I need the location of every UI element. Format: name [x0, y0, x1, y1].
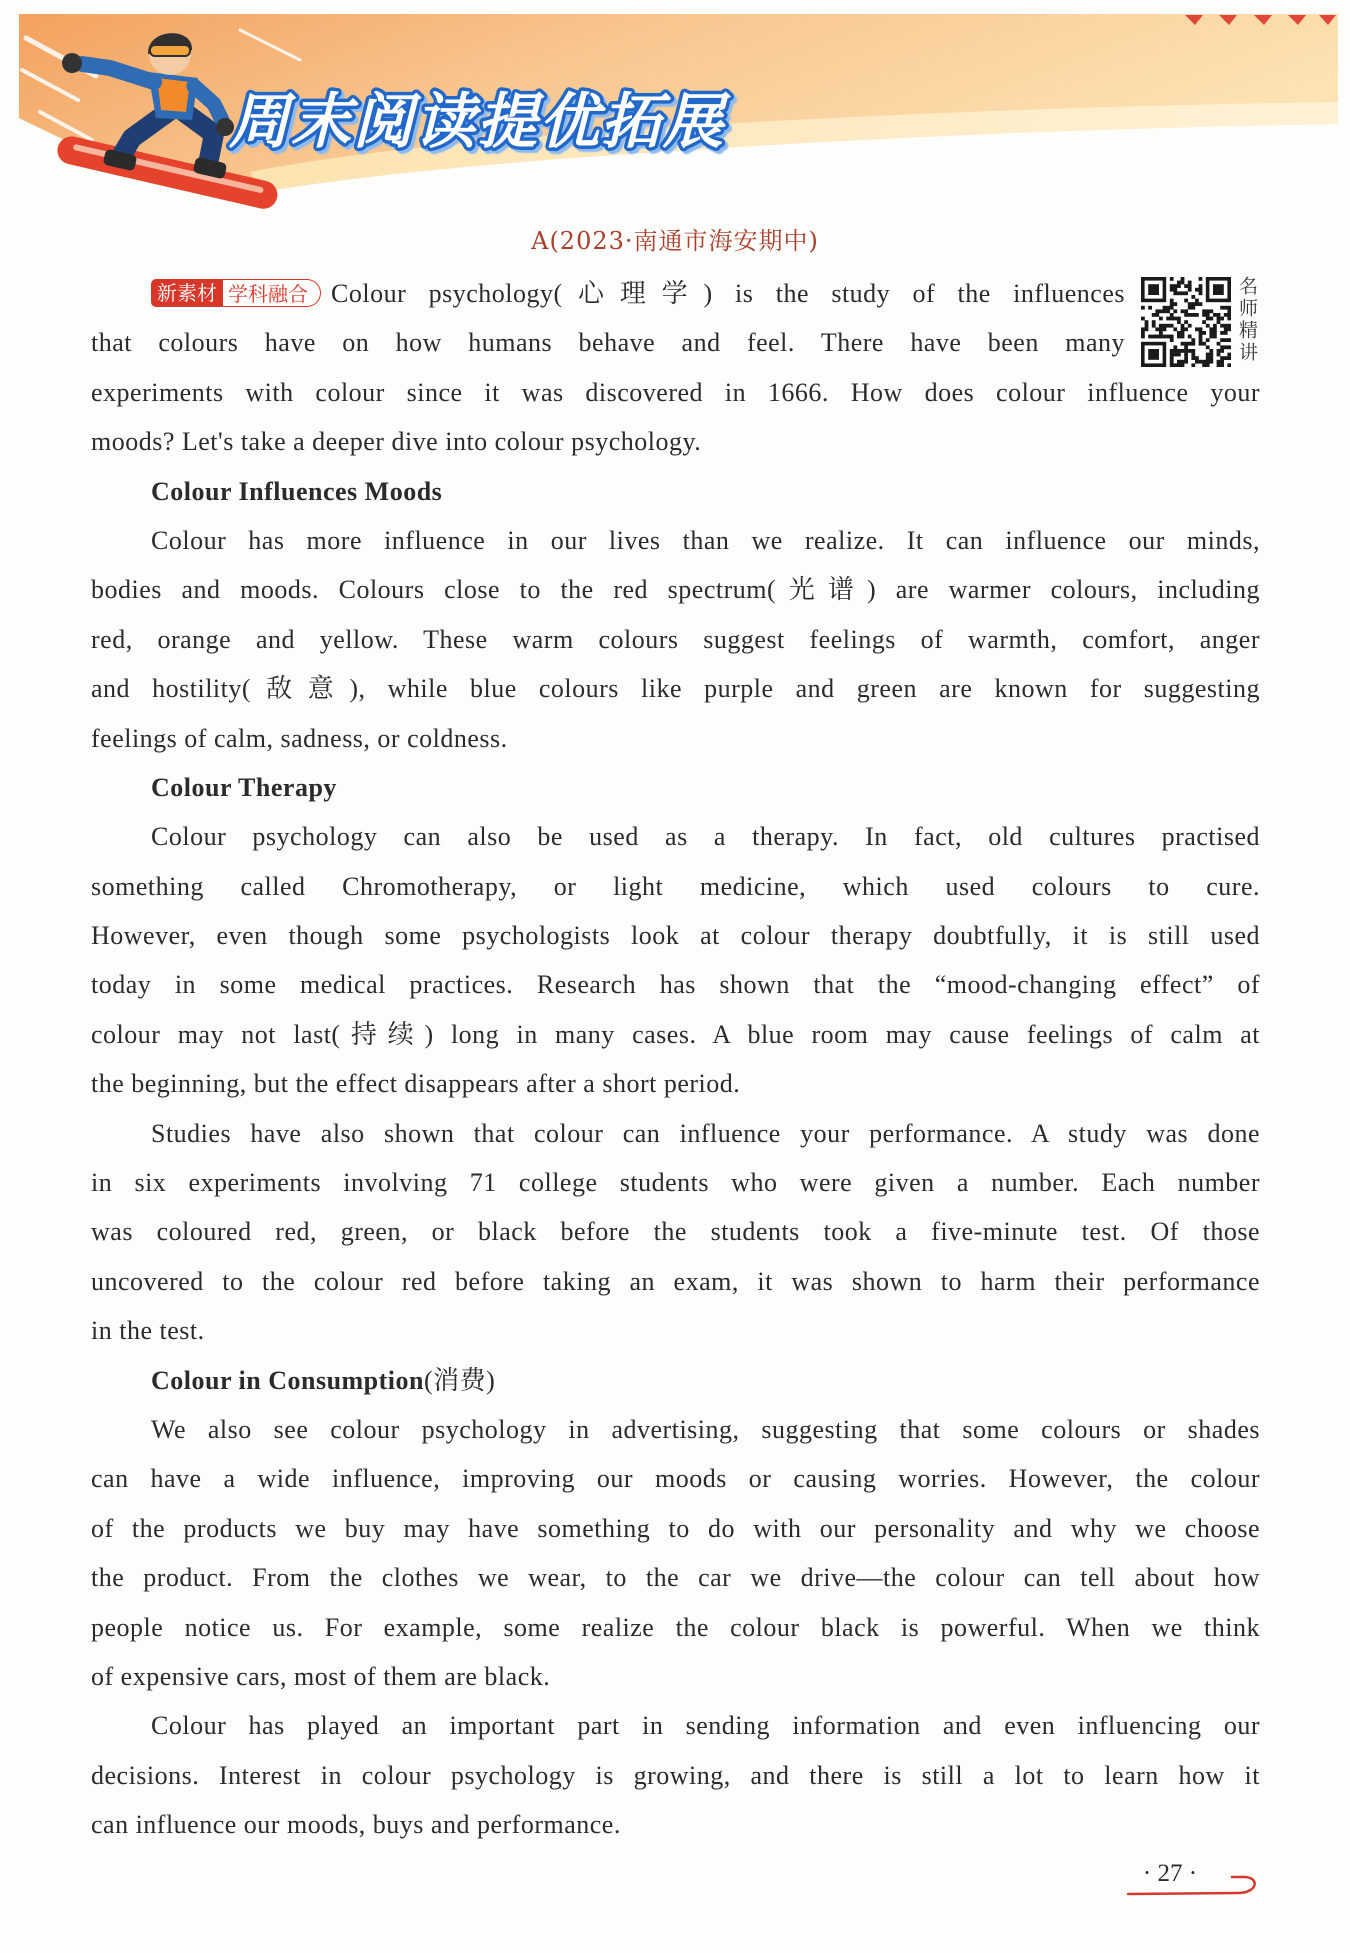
page-title: 周末阅读提优拓展 [229, 87, 725, 157]
paragraph-line [91, 516, 1260, 565]
line-text: Colour psychology(心理学) is the study of the influences [331, 279, 1125, 308]
paragraph [91, 812, 1260, 1108]
vest [157, 78, 190, 112]
paragraph-line [91, 1454, 1260, 1503]
line-text: bodies and moods. Colours close to the red spectrum(光谱) are warmer colours, including [91, 575, 1260, 605]
paragraph-line [91, 368, 1260, 417]
line-text: of the products we buy may have something to do with our personality and why we choose [91, 1513, 1260, 1543]
qr-caption: 名师精讲 [1236, 276, 1258, 364]
line-text: red, orange and yellow. These warm colours suggest feelings of warmth, comfort, anger [91, 624, 1260, 654]
line-text: can influence our moods, buys and performance. [91, 1810, 621, 1840]
line-text: in the test. [91, 1316, 205, 1346]
line-text: uncovered to the colour red before taking an exam, it was shown to harm their performance [91, 1266, 1260, 1296]
line-text: the product. From the clothes we wear, to the car we drive—the colour can tell about how [91, 1563, 1260, 1593]
paragraph [91, 516, 1260, 763]
paragraph-line [91, 318, 1125, 367]
line-text: in six experiments involving 71 college students who were given a number. Each number [91, 1168, 1260, 1198]
goggles [150, 45, 190, 56]
paragraph-line [91, 911, 1260, 960]
section-heading [91, 1356, 1260, 1405]
tag-subject-fusion: 学科融合 [223, 279, 321, 307]
line-text: However, even though some psychologists look at colour therapy doubtfully, it is still used [91, 921, 1260, 951]
paragraph-line [91, 714, 1260, 763]
line-text: can have a wide influence, improving our moods or causing worries. However, the colour [91, 1464, 1260, 1494]
paragraph-line [91, 1306, 1260, 1355]
paragraph-line [91, 1257, 1260, 1306]
paragraph-line [91, 1751, 1260, 1800]
line-text: moods? Let's take a deeper dive into colour psychology. [91, 427, 702, 457]
tag-new-material: 新素材 [151, 279, 223, 307]
paragraph-line [91, 615, 1260, 664]
paragraph-line [91, 1701, 1260, 1750]
page-number: · 27 · [1142, 1860, 1198, 1887]
line-text: decisions. Interest in colour psychology is growing, and there is still a lot to learn how it [91, 1760, 1260, 1790]
line-text: today in some medical practices. Research has shown that the “mood-changing effect” of [91, 970, 1260, 1000]
line-text: Colour has played an important part in sending information and even influencing our [151, 1711, 1260, 1741]
header-banner [0, 0, 1350, 215]
line-text: that colours have on how humans behave and feel. There have been many [91, 328, 1125, 358]
section-heading [91, 763, 1260, 812]
paragraph [91, 1405, 1260, 1701]
paragraph-line [91, 417, 1260, 466]
line-text: experiments with colour since it was discovered in 1666. How does colour influence your [91, 377, 1260, 407]
paragraph-line [91, 812, 1260, 861]
line-text: Colour psychology can also be used as a therapy. In fact, old cultures practised [151, 822, 1260, 852]
paragraph-line [91, 1109, 1260, 1158]
paragraph-line [91, 1652, 1260, 1701]
left-glove [62, 53, 82, 73]
section-heading-note: (消费) [424, 1365, 496, 1395]
line-text: of expensive cars, most of them are black. [91, 1661, 551, 1691]
line-text: something called Chromotherapy, or light medicine, which used colours to cure. [91, 871, 1260, 901]
line-text: Colour has more influence in our lives than we realize. It can influence our minds, [151, 525, 1260, 555]
paragraph-line [91, 269, 1125, 318]
paragraph-line [91, 1553, 1260, 1602]
line-text: Studies have also shown that colour can influence your performance. A study was done [151, 1118, 1260, 1148]
paragraph-line [91, 1405, 1260, 1454]
section-heading-text: Colour Influences Moods [151, 476, 443, 506]
paragraph [91, 269, 1260, 467]
section-heading-text: Colour in Consumption [151, 1365, 424, 1395]
line-text: We also see colour psychology in advertising, suggesting that some colours or shades [151, 1414, 1260, 1444]
line-text: colour may not last(持续) long in many cases. A blue room may cause feelings of calm at [91, 1019, 1260, 1049]
section-heading-text: Colour Therapy [151, 772, 337, 802]
section-heading [91, 467, 1260, 516]
paragraph [91, 1701, 1260, 1849]
paragraph-line [91, 1059, 1260, 1108]
section-label: A(2023·南通市海安期中) [531, 227, 819, 255]
paragraph-line [91, 862, 1260, 911]
paragraph [91, 1109, 1260, 1356]
paragraph-line [91, 1010, 1260, 1059]
line-text: and hostility(敌意), while blue colours like purple and green are known for suggesting [91, 674, 1260, 704]
paragraph-line [91, 1158, 1260, 1207]
line-text: people notice us. For example, some realize the colour black is powerful. When we think [91, 1612, 1260, 1642]
paragraph-line [91, 1504, 1260, 1553]
paragraph-line [91, 960, 1260, 1009]
paragraph-line [91, 1207, 1260, 1256]
line-text: feelings of calm, sadness, or coldness. [91, 723, 508, 753]
paragraph-line [91, 1800, 1260, 1849]
line-text: was coloured red, green, or black before the students took a five-minute test. Of those [91, 1217, 1260, 1247]
paragraph-line [91, 664, 1260, 713]
article-body [91, 269, 1260, 1850]
line-text: the beginning, but the effect disappears after a short period. [91, 1069, 741, 1099]
paragraph-line [91, 565, 1260, 614]
paragraph-line [91, 1603, 1260, 1652]
